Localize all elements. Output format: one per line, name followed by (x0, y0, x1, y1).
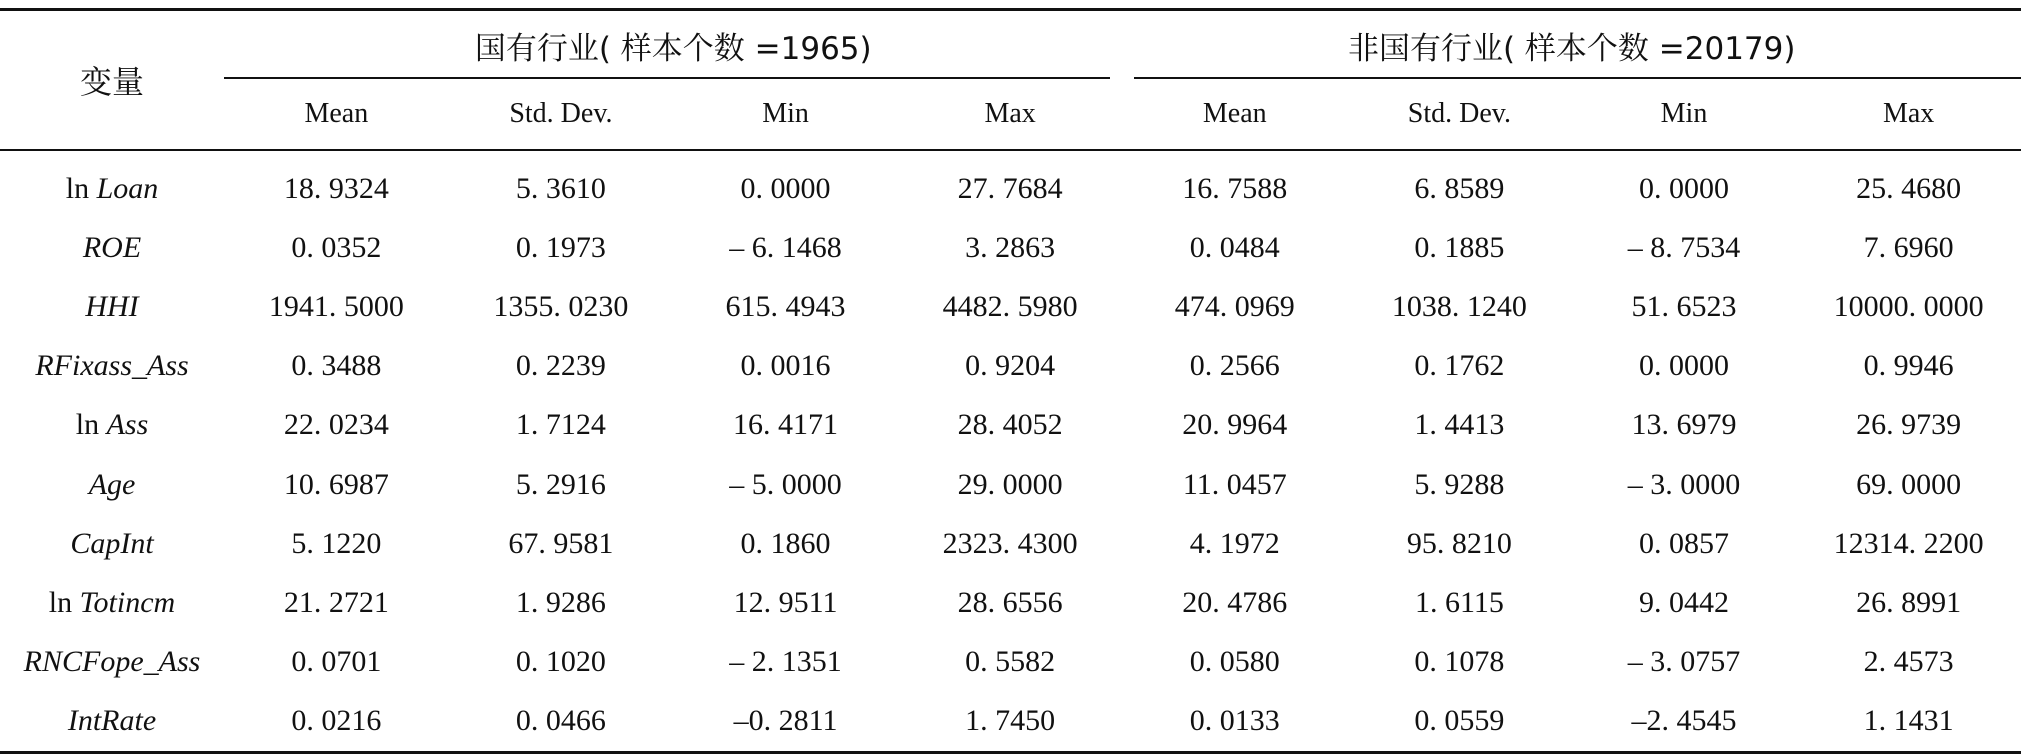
variable-name-cell (0, 277, 224, 336)
value-cell: – 8. 7534 (1627, 230, 1741, 264)
value-cell: 27. 7684 (957, 171, 1063, 205)
variable-prefix: ln (48, 585, 80, 619)
value-cell: 26. 9739 (1856, 408, 1962, 442)
variable-name-cell (0, 455, 224, 514)
value-cell: 6. 8589 (1414, 171, 1505, 205)
value-cell: 0. 0484 (1189, 230, 1280, 264)
table-row (0, 692, 2021, 753)
value-cell: 0. 0466 (449, 692, 674, 753)
variable-name-cell (0, 218, 224, 277)
variable-name: Totincm (79, 585, 176, 619)
value-cell: 0. 0016 (740, 349, 831, 383)
value-cell: 26. 8991 (1856, 585, 1962, 619)
value-cell: –0. 2811 (673, 692, 898, 753)
value-cell: 10000. 0000 (1833, 289, 1984, 323)
value-cell: 16. 7588 (1182, 171, 1288, 205)
value-cell: 0. 0701 (291, 645, 382, 679)
value-cell: 69. 0000 (1856, 467, 1962, 501)
value-cell: 0. 1885 (1414, 230, 1505, 264)
variable-name: RFixass_Ass (35, 349, 189, 383)
value-cell: 9. 0442 (1638, 585, 1729, 619)
value-cell: 474. 0969 (1174, 289, 1295, 323)
state-owned-group-header: 国有行业( 样本个数 =1965) (224, 10, 1122, 80)
table-row (0, 633, 2021, 692)
stat-header: Mean (224, 79, 449, 150)
value-cell: 0. 0352 (291, 230, 382, 264)
stat-header: Mean (1122, 79, 1347, 150)
variable-name: HHI (85, 289, 139, 323)
variable-prefix: ln (65, 171, 97, 205)
table-row (0, 573, 2021, 632)
value-cell: 28. 4052 (957, 408, 1063, 442)
value-cell: 0. 2239 (515, 349, 606, 383)
value-cell: 29. 0000 (957, 467, 1063, 501)
value-cell: 0. 0000 (1638, 171, 1729, 205)
value-cell: 5. 9288 (1414, 467, 1505, 501)
table-row (0, 514, 2021, 573)
value-cell: 3. 2863 (965, 230, 1056, 264)
variable-name-cell (0, 633, 224, 692)
value-cell: 95. 8210 (1406, 526, 1512, 560)
table-body (0, 150, 2021, 752)
table-row (0, 150, 2021, 218)
table-row (0, 455, 2021, 514)
value-cell: 0. 0857 (1638, 526, 1729, 560)
value-cell: 11. 0457 (1182, 467, 1287, 501)
value-cell: 20. 4786 (1182, 585, 1288, 619)
table-header (0, 10, 2021, 151)
value-cell: 1038. 1240 (1391, 289, 1527, 323)
variable-name-cell (0, 150, 224, 218)
value-cell: – 5. 0000 (729, 467, 842, 501)
variable-name-cell (0, 514, 224, 573)
value-cell: 0. 5582 (965, 645, 1056, 679)
stat-header: Std. Dev. (1347, 79, 1572, 150)
value-cell: 28. 6556 (957, 585, 1063, 619)
variable-name-cell (0, 396, 224, 455)
value-cell: 1355. 0230 (493, 289, 629, 323)
value-cell: 1. 9286 (515, 585, 606, 619)
value-cell: 22. 0234 (283, 408, 389, 442)
value-cell: 1. 4413 (1414, 408, 1505, 442)
value-cell: 16. 4171 (733, 408, 839, 442)
value-cell: 7. 6960 (1863, 230, 1954, 264)
descriptive-statistics-table (0, 8, 2021, 754)
value-cell: 1. 7124 (515, 408, 606, 442)
value-cell: 0. 0559 (1347, 692, 1572, 753)
value-cell: 2. 4573 (1863, 645, 1954, 679)
variable-name: Age (88, 467, 136, 501)
value-cell: 0. 1762 (1414, 349, 1505, 383)
stat-header: Min (1572, 79, 1797, 150)
value-cell: 51. 6523 (1631, 289, 1737, 323)
value-cell: 12. 9511 (733, 585, 838, 619)
value-cell: 25. 4680 (1856, 171, 1962, 205)
value-cell: 5. 3610 (515, 171, 606, 205)
value-cell: 615. 4943 (725, 289, 846, 323)
value-cell: – 3. 0757 (1627, 645, 1741, 679)
variable-name-cell (0, 337, 224, 396)
variable-name: RNCFope_Ass (23, 645, 201, 679)
value-cell: 0. 0000 (740, 171, 831, 205)
value-cell: 1. 7450 (898, 692, 1123, 753)
value-cell: 0. 0133 (1122, 692, 1347, 753)
value-cell: 5. 2916 (515, 467, 606, 501)
value-cell: 20. 9964 (1182, 408, 1288, 442)
variable-name: Ass (106, 408, 149, 442)
value-cell: 0. 1973 (515, 230, 606, 264)
value-cell: 18. 9324 (283, 171, 389, 205)
stat-header: Max (1796, 79, 2021, 150)
variable-name: Loan (96, 171, 159, 205)
value-cell: – 2. 1351 (729, 645, 842, 679)
value-cell: – 3. 0000 (1627, 467, 1741, 501)
value-cell: 0. 2566 (1189, 349, 1280, 383)
stat-header: Min (673, 79, 898, 150)
table-row (0, 396, 2021, 455)
non-state-owned-group-header: 非国有行业( 样本个数 =20179) (1122, 10, 2021, 80)
value-cell: 0. 0000 (1638, 349, 1729, 383)
variable-name-cell (0, 573, 224, 632)
value-cell: 0. 1860 (740, 526, 831, 560)
value-cell: 0. 9204 (965, 349, 1056, 383)
variable-name: IntRate (67, 704, 157, 738)
value-cell: 4482. 5980 (942, 289, 1078, 323)
variable-name: CapInt (70, 526, 154, 560)
table-row (0, 277, 2021, 336)
value-cell: 5. 1220 (291, 526, 382, 560)
value-cell: 0. 0216 (224, 692, 449, 753)
value-cell: 1. 6115 (1414, 585, 1504, 619)
variable-prefix: ln (75, 408, 107, 442)
variable-column-header: 变量 (0, 10, 224, 151)
value-cell: 13. 6979 (1631, 408, 1737, 442)
table-row (0, 337, 2021, 396)
value-cell: 67. 9581 (508, 526, 614, 560)
value-cell: 1941. 5000 (268, 289, 404, 323)
value-cell: 0. 3488 (291, 349, 382, 383)
value-cell: 12314. 2200 (1833, 526, 1984, 560)
variable-name: ROE (82, 230, 142, 264)
variable-name-cell (0, 692, 224, 753)
value-cell: –2. 4545 (1572, 692, 1797, 753)
value-cell: 0. 9946 (1863, 349, 1954, 383)
stat-header: Std. Dev. (449, 79, 674, 150)
value-cell: 0. 1078 (1414, 645, 1505, 679)
value-cell: 2323. 4300 (942, 526, 1078, 560)
value-cell: 10. 6987 (283, 467, 389, 501)
stat-header: Max (898, 79, 1123, 150)
value-cell: 0. 1020 (515, 645, 606, 679)
value-cell: – 6. 1468 (729, 230, 842, 264)
value-cell: 21. 2721 (283, 585, 389, 619)
table-row (0, 218, 2021, 277)
value-cell: 0. 0580 (1189, 645, 1280, 679)
value-cell: 4. 1972 (1189, 526, 1280, 560)
value-cell: 1. 1431 (1796, 692, 2021, 753)
